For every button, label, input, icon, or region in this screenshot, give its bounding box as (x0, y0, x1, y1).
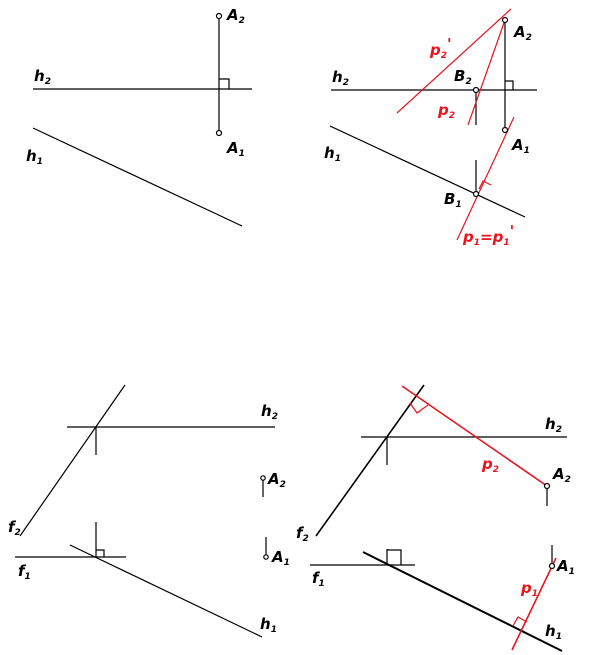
label-f1: $f_1$ (18, 562, 31, 582)
label-a2: $A_2$ (514, 23, 532, 43)
line-f2 (20, 385, 125, 536)
line-h1 (363, 552, 562, 651)
label-h2: $h_2$ (545, 415, 562, 435)
label-h1: $h_1$ (260, 615, 277, 635)
label-h1: $h_1$ (26, 147, 43, 167)
right-angle-mark-f (387, 550, 401, 565)
label-h2: $h_2$ (332, 68, 349, 88)
label-h1: $h_1$ (545, 622, 562, 642)
line-f2 (316, 385, 424, 536)
labels-bottom-left (8, 402, 290, 635)
point-a1 (503, 128, 508, 133)
label-a1: $A_1$ (512, 136, 530, 156)
label-f2: $f_2$ (296, 524, 309, 544)
label-p1: $p_1$ (521, 579, 539, 599)
label-f2: $f_2$ (8, 518, 21, 538)
point-b1 (474, 192, 479, 197)
label-p1-eq-p1-prime: $p_1=p_1'$ (463, 222, 515, 248)
labels-top-left (26, 6, 245, 167)
label-h2: $h_2$ (34, 67, 51, 87)
label-a2: $A_2$ (553, 465, 571, 485)
point-a2 (503, 18, 508, 23)
label-b2: $B_2$ (454, 67, 472, 87)
line-h1 (70, 545, 262, 637)
label-p2-prime: $p_2'$ (430, 35, 452, 61)
point-a2 (545, 484, 550, 489)
right-angle-mark (219, 79, 229, 89)
panel-bottom-right (310, 385, 567, 651)
label-b1: $B_1$ (444, 190, 462, 210)
line-p2 (468, 20, 505, 125)
points-top-right (474, 18, 508, 197)
label-h1: $h_1$ (324, 144, 341, 164)
labels-top-right (324, 23, 532, 248)
panel-top-left (33, 14, 252, 227)
panel-bottom-left (15, 385, 275, 637)
line-h1 (33, 128, 242, 226)
line-h1 (330, 126, 525, 217)
labels-bottom-right (296, 415, 575, 642)
point-a1 (264, 555, 268, 559)
label-p2: $p_2$ (438, 101, 456, 121)
label-a2: $A_2$ (227, 6, 245, 26)
point-a1 (217, 131, 222, 136)
label-a1: $A_1$ (272, 548, 290, 568)
point-a2 (261, 476, 265, 480)
right-angle-mark-a (505, 81, 513, 90)
label-a1: $A_1$ (557, 557, 575, 577)
line-p1 (457, 117, 514, 240)
point-b2 (474, 88, 479, 93)
label-a1: $A_1$ (227, 139, 245, 159)
points-bottom-right (545, 484, 555, 569)
point-a1 (550, 564, 555, 569)
label-h2: $h_2$ (261, 402, 278, 422)
line-p2-prime (397, 9, 511, 113)
right-angle-mark-p2 (410, 403, 428, 413)
line-p2 (402, 386, 547, 486)
points-bottom-left (261, 476, 268, 559)
point-a2 (217, 14, 222, 19)
label-p2: $p_2$ (482, 455, 500, 475)
label-f1: $f_1$ (312, 569, 325, 589)
right-angle-mark (96, 550, 104, 557)
label-a2: $A_2$ (268, 470, 286, 490)
